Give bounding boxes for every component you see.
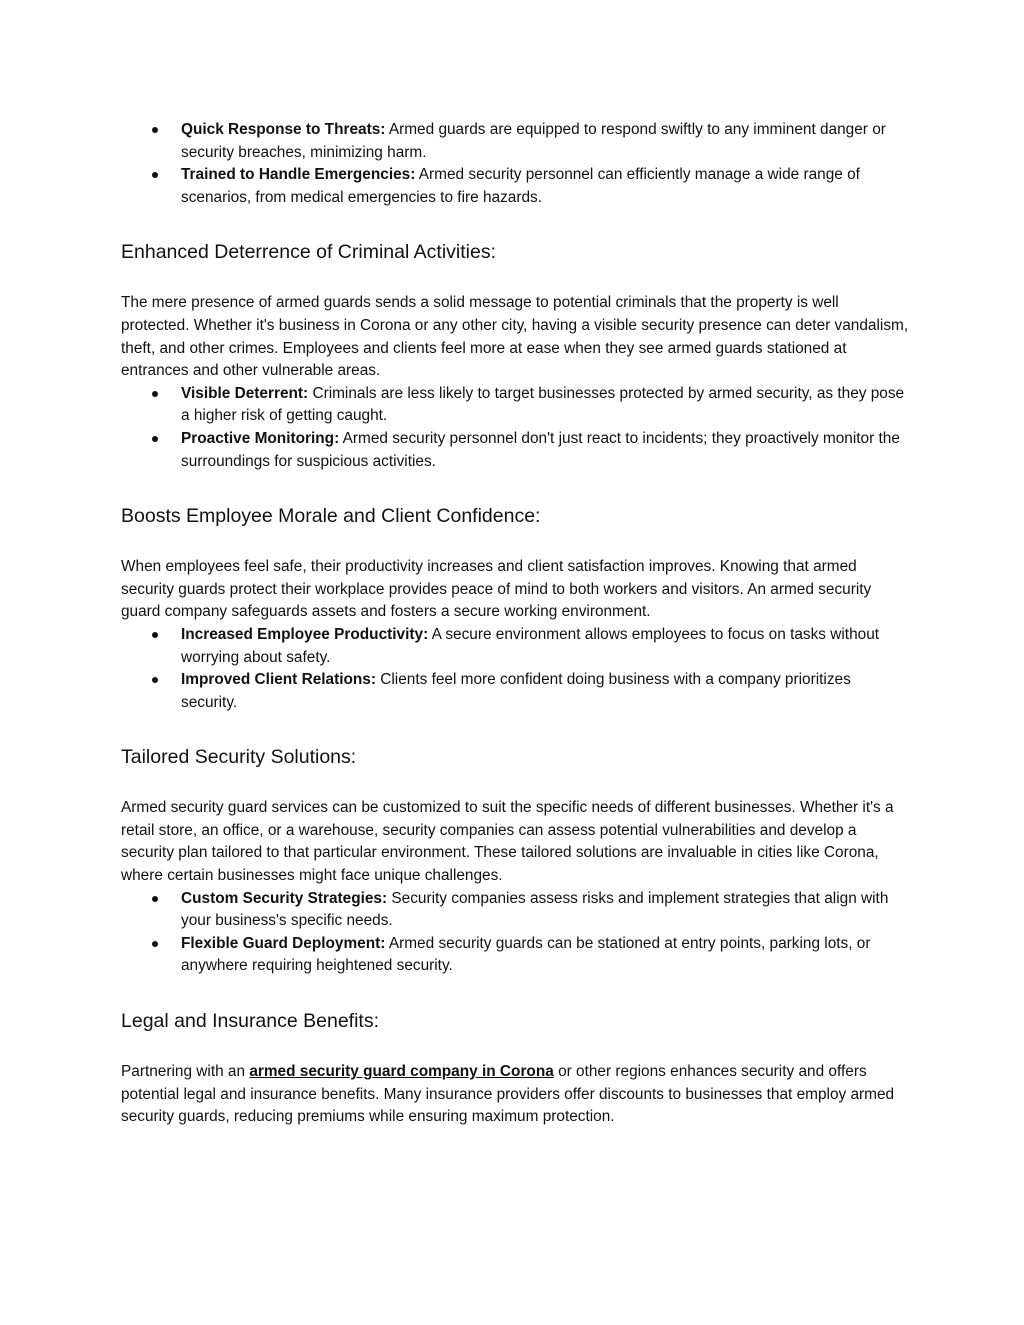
list-item: [121, 888, 911, 933]
bullet-term: Visible Deterrent:: [181, 384, 309, 402]
company-link[interactable]: armed security guard company in Corona: [249, 1063, 554, 1081]
bullet-term: Flexible Guard Deployment:: [181, 934, 386, 952]
paragraph-text: Partnering with an: [121, 1063, 250, 1081]
section-paragraph: The mere presence of armed guards sends a solid message to potential criminals that the property is well protected. Whether it's business in Corona or any other city, having a visible security presence can deter vandalism, theft, and other crimes. Employees and clients feel more at ease when they see armed guards stationed at entrances and other vulnerable areas.: [121, 294, 909, 380]
bullet-text: Armed security guards can be stationed at entry points, parking lots, or anywhere requiring heightened security.: [181, 934, 871, 975]
bullet-term: Trained to Handle Emergencies:: [181, 166, 416, 184]
list-item: [121, 669, 911, 714]
section-heading: Boosts Employee Morale and Client Confidence:: [121, 505, 541, 528]
document-page: [121, 119, 911, 1129]
bullet-term: Increased Employee Productivity:: [181, 625, 429, 643]
list-item: [121, 164, 911, 209]
bullet-text: Criminals are less likely to target businesses protected by armed security, as they pose a higher risk of getting caught.: [181, 384, 905, 425]
bullet-text: Armed guards are equipped to respond swiftly to any imminent danger or security breaches, minimizing harm.: [181, 121, 886, 161]
bullet-term: Improved Client Relations:: [181, 671, 376, 689]
intro-bullet-list: [121, 119, 911, 209]
section-paragraph: When employees feel safe, their productivity increases and client satisfaction improves. Knowing that armed security guards protect their workplace provides peace of mind to both workers and visitors. An armed security guard company safeguards assets and fosters a secure working environment.: [121, 558, 872, 621]
bullet-text: Armed security personnel can efficiently manage a wide range of scenarios, from medical emergencies to fire hazards.: [181, 166, 860, 206]
list-item: [121, 933, 911, 978]
bullet-term: Quick Response to Threats:: [181, 121, 386, 138]
bullet-icon: [152, 127, 158, 133]
bullet-icon: [152, 896, 158, 902]
bullet-term: Proactive Monitoring:: [181, 429, 340, 447]
bullet-icon: [152, 677, 158, 683]
bullet-icon: [152, 436, 158, 442]
list-item: [121, 119, 911, 164]
bullet-text: Clients feel more confident doing business with a company prioritizes security.: [181, 671, 851, 711]
list-item: [121, 428, 911, 473]
bullet-term: Custom Security Strategies:: [181, 889, 388, 907]
bullet-text: Security companies assess risks and implement strategies that align with your business's specific needs.: [181, 889, 889, 930]
bullet-text: A secure environment allows employees to focus on tasks without worrying about safety.: [181, 625, 880, 666]
section-paragraph: Armed security guard services can be customized to suit the specific needs of different businesses. Whether it's a retail store, an office, or a warehouse, security companies can assess potential vulnerabilities and develop a security plan tailored to that particular environment. These tailored solutions are invaluable in cities like Corona, where certain businesses might face unique challenges.: [121, 799, 894, 885]
section-bullet-list: [121, 624, 911, 714]
section-paragraph: [121, 1061, 911, 1129]
section-heading: Legal and Insurance Benefits:: [121, 1010, 380, 1033]
list-item: [121, 624, 911, 669]
bullet-text: Armed security personnel don't just react to incidents; they proactively monitor the surroundings for suspicious activities.: [181, 429, 900, 470]
bullet-icon: [152, 632, 158, 638]
bullet-icon: [152, 391, 158, 397]
paragraph-text: or other regions enhances security and offers potential legal and insurance benefits. Many insurance providers offer discounts to businesses that employ armed security guards, reducing premiums while ensuring maximum protection.: [121, 1063, 895, 1126]
section-bullet-list: [121, 383, 911, 473]
list-item: [121, 383, 911, 428]
section-heading: Enhanced Deterrence of Criminal Activities:: [121, 241, 497, 264]
bullet-icon: [152, 172, 158, 178]
bullet-icon: [152, 941, 158, 947]
section-bullet-list: [121, 888, 911, 978]
section-heading: Tailored Security Solutions:: [121, 746, 357, 769]
